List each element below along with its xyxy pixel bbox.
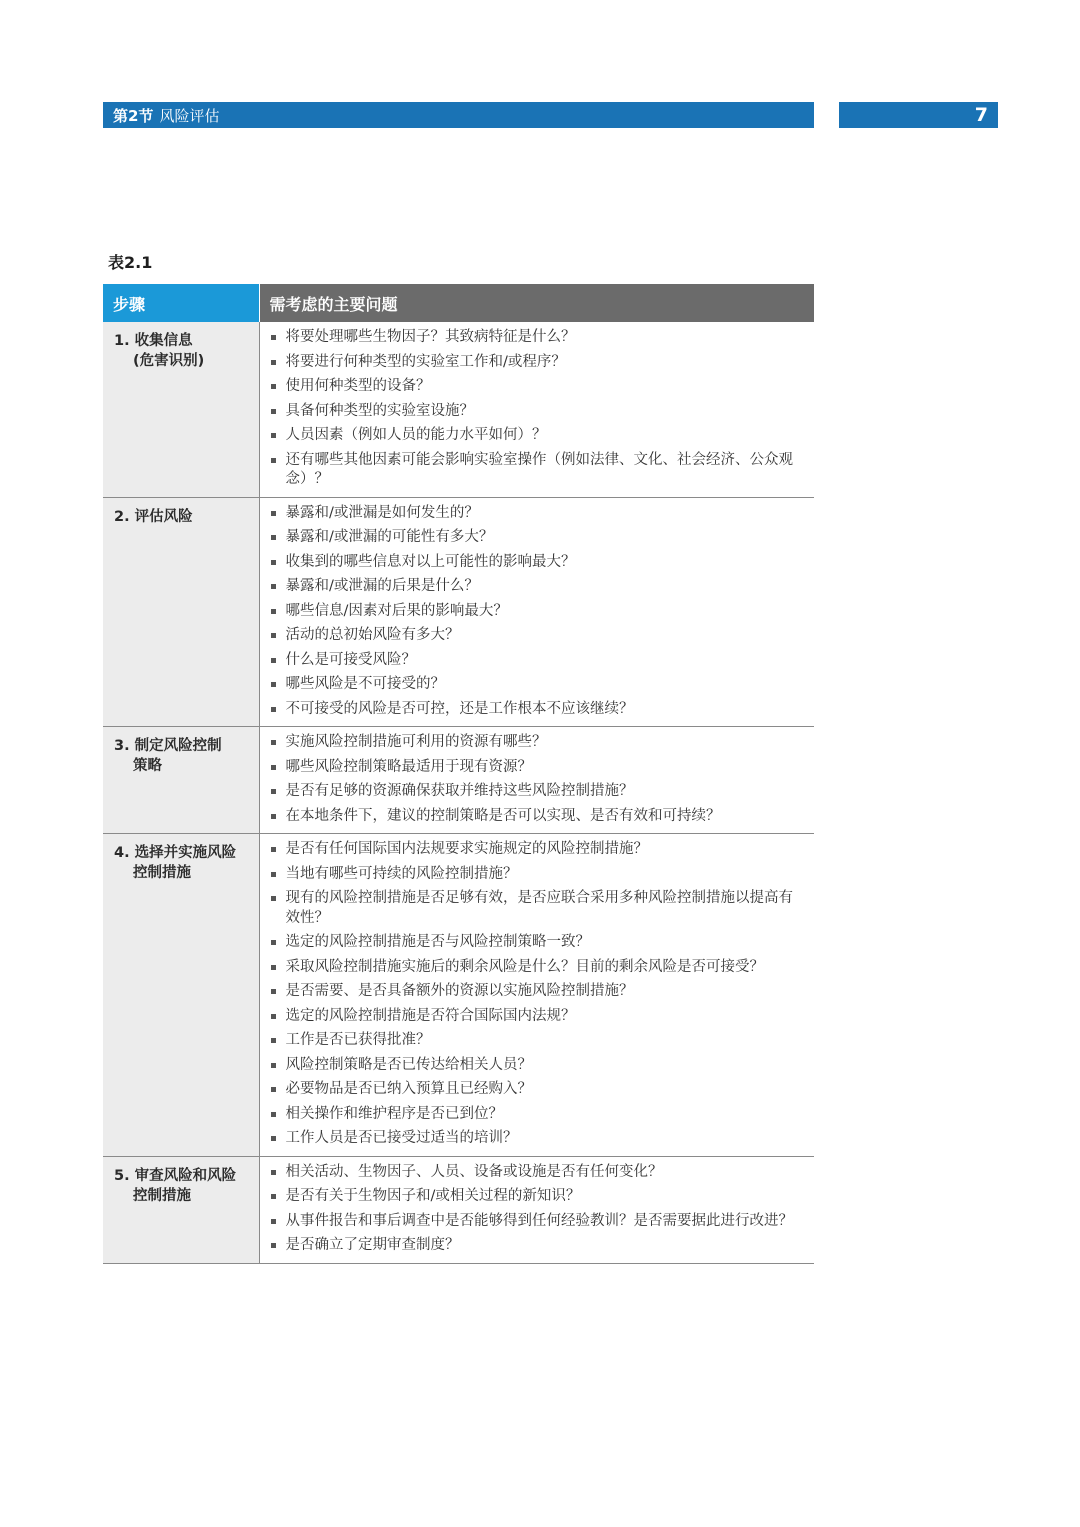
square-bullet-icon [271,1136,276,1141]
step-cell [103,497,259,727]
question-text: 什么是可接受风险？ [285,651,416,668]
list-item [270,553,807,573]
square-bullet-icon [271,633,276,638]
list-item [270,626,807,646]
list-item [270,865,807,885]
square-bullet-icon [271,1014,276,1019]
list-item [270,402,807,422]
square-bullet-icon [271,335,276,340]
page-number-box [839,102,998,128]
step-cell [103,322,259,497]
questions-cell [259,1156,814,1263]
list-item [270,1031,807,1051]
list-item [270,577,807,597]
question-text: 暴露和/或泄漏的可能性有多大？ [285,529,494,545]
list-item [270,958,807,978]
list-item [270,1163,807,1183]
list-item [270,675,807,695]
square-bullet-icon [271,1112,276,1117]
questions-cell [259,727,814,834]
table-body [103,322,814,1263]
question-text: 哪些信息/因素对后果的影响最大？ [285,602,508,619]
square-bullet-icon [271,989,276,994]
question-text: 暴露和/或泄漏的后果是什么？ [285,578,479,594]
table-caption: 表2.1 [108,253,153,272]
list-item [270,889,807,928]
question-text: 当地有哪些可持续的风险控制措施？ [285,865,518,882]
step-label-line: 1. 收集信息 [114,333,193,349]
question-list [270,840,807,1149]
list-item [270,733,807,753]
table-row [103,727,814,834]
step-label-line: 4. 选择并实施风险 [114,845,237,861]
list-item [270,353,807,373]
square-bullet-icon [271,682,276,687]
step-label-line: (危害识别) [133,353,205,369]
questions-cell [259,322,814,497]
list-item [270,1129,807,1149]
question-text: 相关活动、生物因子、人员、设备或设施是否有任何变化？ [285,1163,663,1180]
square-bullet-icon [271,814,276,819]
square-bullet-icon [271,584,276,589]
questions-cell [259,834,814,1157]
question-text: 实施风险控制措施可利用的资源有哪些？ [285,734,547,750]
question-text: 是否确立了定期审查制度？ [285,1237,460,1253]
square-bullet-icon [271,609,276,614]
square-bullet-icon [271,560,276,565]
question-text: 活动的总初始风险有多大？ [285,627,460,643]
square-bullet-icon [271,707,276,712]
step-label-line: 5. 审查风险和风险 [114,1167,237,1184]
square-bullet-icon [271,847,276,852]
table-row [103,497,814,727]
question-list [270,1163,807,1256]
list-item [270,982,807,1002]
square-bullet-icon [271,1243,276,1248]
step-label-line: 控制措施 [133,1187,191,1204]
list-item [270,1105,807,1125]
square-bullet-icon [271,765,276,770]
square-bullet-icon [271,511,276,516]
list-item [270,1007,807,1027]
question-text: 是否有关于生物因子和/或相关过程的新知识？ [285,1188,581,1204]
question-text: 选定的风险控制措施是否符合国际国内法规？ [285,1007,576,1024]
question-text: 是否有任何国际国内法规要求实施规定的风险控制措施？ [285,841,648,857]
question-text: 哪些风险是不可接受的？ [285,676,445,692]
section-number: 第2节 [113,106,154,125]
step-label-line: 2. 评估风险 [114,508,193,525]
question-list [270,733,807,826]
question-text: 人员因素（例如人员的能力水平如何）？ [285,427,547,443]
column-header-step: 步骤 [103,284,259,322]
question-text: 风险控制策略是否已传达给相关人员？ [285,1056,532,1073]
square-bullet-icon [271,940,276,945]
table-row [103,834,814,1157]
question-text: 不可接受的风险是否可控，还是工作根本不应该继续？ [285,700,634,717]
list-item [270,840,807,860]
square-bullet-icon [271,896,276,901]
question-list [270,504,807,720]
section-header-bar [103,102,814,128]
table-header-row [103,284,814,322]
square-bullet-icon [271,433,276,438]
square-bullet-icon [271,535,276,540]
list-item [270,807,807,827]
square-bullet-icon [271,1063,276,1068]
square-bullet-icon [271,360,276,365]
question-text: 使用何种类型的设备？ [285,378,431,394]
step-label-line: 控制措施 [133,865,191,881]
step-label-line: 策略 [133,758,162,774]
question-list [270,328,807,490]
list-item [270,1056,807,1076]
question-text: 现有的风险控制措施是否足够有效，是否应联合采用多种风险控制措施以提高有效性？ [285,890,793,926]
list-item [270,933,807,953]
question-text: 从事件报告和事后调查中是否能够得到任何经验教训？是否需要据此进行改进？ [285,1212,793,1229]
list-item [270,782,807,802]
question-text: 将要处理哪些生物因子？其致病特征是什么？ [285,329,576,345]
list-item [270,758,807,778]
step-label-line: 3. 制定风险控制 [114,738,222,754]
question-text: 工作人员是否已接受过适当的培训？ [285,1130,518,1146]
question-text: 是否有足够的资源确保获取并维持这些风险控制措施？ [285,783,634,799]
square-bullet-icon [271,1038,276,1043]
question-text: 还有哪些其他因素可能会影响实验室操作（例如法律、文化、社会经济、公众观念）？ [285,451,793,487]
list-item [270,651,807,671]
square-bullet-icon [271,1170,276,1175]
step-cell [103,834,259,1157]
square-bullet-icon [271,409,276,414]
list-item [270,328,807,348]
square-bullet-icon [271,458,276,463]
question-text: 具备何种类型的实验室设施？ [285,402,474,419]
question-text: 是否需要、是否具备额外的资源以实施风险控制措施？ [285,983,634,999]
question-text: 收集到的哪些信息对以上可能性的影响最大？ [285,553,576,570]
table-row [103,1156,814,1263]
square-bullet-icon [271,740,276,745]
question-text: 必要物品是否已纳入预算且已经购入？ [285,1081,532,1097]
list-item [270,700,807,720]
square-bullet-icon [271,789,276,794]
column-header-questions: 需考虑的主要问题 [259,284,814,322]
questions-cell [259,497,814,727]
list-item [270,1080,807,1100]
question-text: 在本地条件下，建议的控制策略是否可以实现、是否有效和可持续？ [285,807,721,824]
list-item [270,504,807,524]
square-bullet-icon [271,872,276,877]
square-bullet-icon [271,965,276,970]
risk-assessment-table [103,284,814,1264]
list-item [270,1236,807,1256]
question-text: 选定的风险控制措施是否与风险控制策略一致？ [285,934,590,950]
question-text: 相关操作和维护程序是否已到位？ [285,1105,503,1122]
list-item [270,602,807,622]
step-cell [103,1156,259,1263]
step-cell [103,727,259,834]
question-text: 工作是否已获得批准？ [285,1032,431,1048]
question-text: 将要进行何种类型的实验室工作和/或程序？ [285,353,566,370]
page-number: 7 [974,104,988,126]
section-title: 风险评估 [159,106,220,125]
list-item [270,451,807,490]
question-text: 哪些风险控制策略最适用于现有资源？ [285,758,532,775]
question-text: 暴露和/或泄漏是如何发生的？ [285,504,479,521]
list-item [270,1187,807,1207]
table-row [103,322,814,497]
list-item [270,528,807,548]
square-bullet-icon [271,384,276,389]
list-item [270,377,807,397]
list-item [270,426,807,446]
square-bullet-icon [271,1087,276,1092]
question-text: 采取风险控制措施实施后的剩余风险是什么？目前的剩余风险是否可接受？ [285,958,764,975]
square-bullet-icon [271,1219,276,1224]
list-item [270,1212,807,1232]
square-bullet-icon [271,1194,276,1199]
square-bullet-icon [271,658,276,663]
